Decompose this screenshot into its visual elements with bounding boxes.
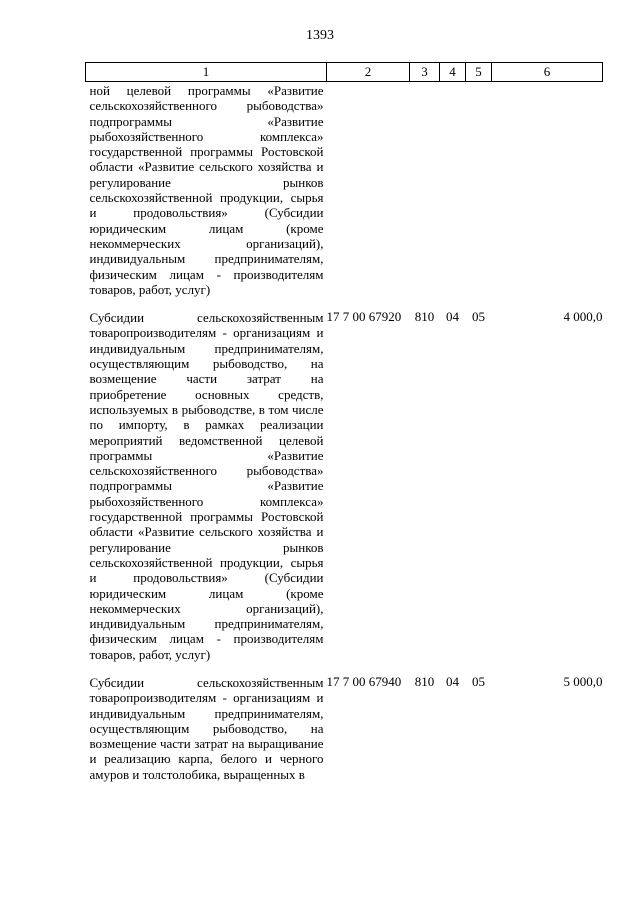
row-pr: 05 xyxy=(472,673,485,689)
row-code xyxy=(327,82,410,310)
table-row xyxy=(86,82,603,310)
row-vr: 810 xyxy=(414,309,435,325)
header-col-2: 2 xyxy=(327,63,410,82)
row-description-cell xyxy=(86,674,327,782)
row-rz xyxy=(440,82,466,310)
header-row xyxy=(86,63,603,82)
page-number: 1393 xyxy=(306,28,334,43)
row-vr xyxy=(410,82,440,310)
header-col-4: 4 xyxy=(440,63,466,82)
header-col-6: 6 xyxy=(492,63,603,82)
row-description-cell xyxy=(86,82,327,310)
row-vr: 810 xyxy=(414,673,435,689)
row-code: 17 7 00 67940 xyxy=(326,673,402,689)
row-description: ной целевой программы «Развитие сельскохозяйственного рыбоводства» подпрограммы «Развитие рыбохозяйственного комплекса» государственной программы Ростовской области «Развитие сельского хозяйства и регулирование рынков сельскохозяйственной продукции, сырья и продовольствия» (Субсидии юридическим лицам (кроме некоммерческих организаций), индивидуальным предпринимателям, физическим лицам - производителям товаров, работ, услуг) xyxy=(89,83,324,297)
row-amount xyxy=(492,82,603,310)
table-row xyxy=(86,674,603,782)
row-amount: 5 000,0 xyxy=(563,673,603,689)
table-row xyxy=(86,309,603,674)
budget-table xyxy=(85,62,603,782)
header-col-3: 3 xyxy=(410,63,440,82)
row-rz: 04 xyxy=(446,673,459,689)
row-pr xyxy=(466,82,492,310)
row-description: Субсидии сельскохозяйственным товаропроизводителям - организациям и индивидуальным предпринимателям, осуществляющим рыбоводство, на возмещение части затрат на выращивание и реализацию карпа, белого и черного амуров и толстолобика, выращенных в xyxy=(89,674,324,782)
row-description-cell xyxy=(86,309,327,674)
header-col-5: 5 xyxy=(466,63,492,82)
row-description: Субсидии сельскохозяйственным товаропроизводителям - организациям и индивидуальным предпринимателям, осуществляющим рыбоводство, на возмещение части затрат на приобретение основных средств, используемых в рыбоводстве, в том числе по импорту, в рамках реализации мероприятий ведомственной целевой программы «Развитие сельскохозяйственного рыбоводства» подпрограммы «Развитие рыбохозяйственного комплекса» государственной программы Ростовской области «Развитие сельского хозяйства и регулирование рынков сельскохозяйственной продукции, сырья и продовольствия» (Субсидии юридическим лицам (кроме некоммерческих организаций), индивидуальным предпринимателям, физическим лицам - производителям товаров, работ, услуг) xyxy=(89,310,324,662)
row-amount: 4 000,0 xyxy=(563,309,603,325)
row-rz: 04 xyxy=(446,309,459,325)
row-code: 17 7 00 67920 xyxy=(326,309,402,325)
row-pr: 05 xyxy=(472,309,485,325)
header-col-1: 1 xyxy=(86,63,327,82)
